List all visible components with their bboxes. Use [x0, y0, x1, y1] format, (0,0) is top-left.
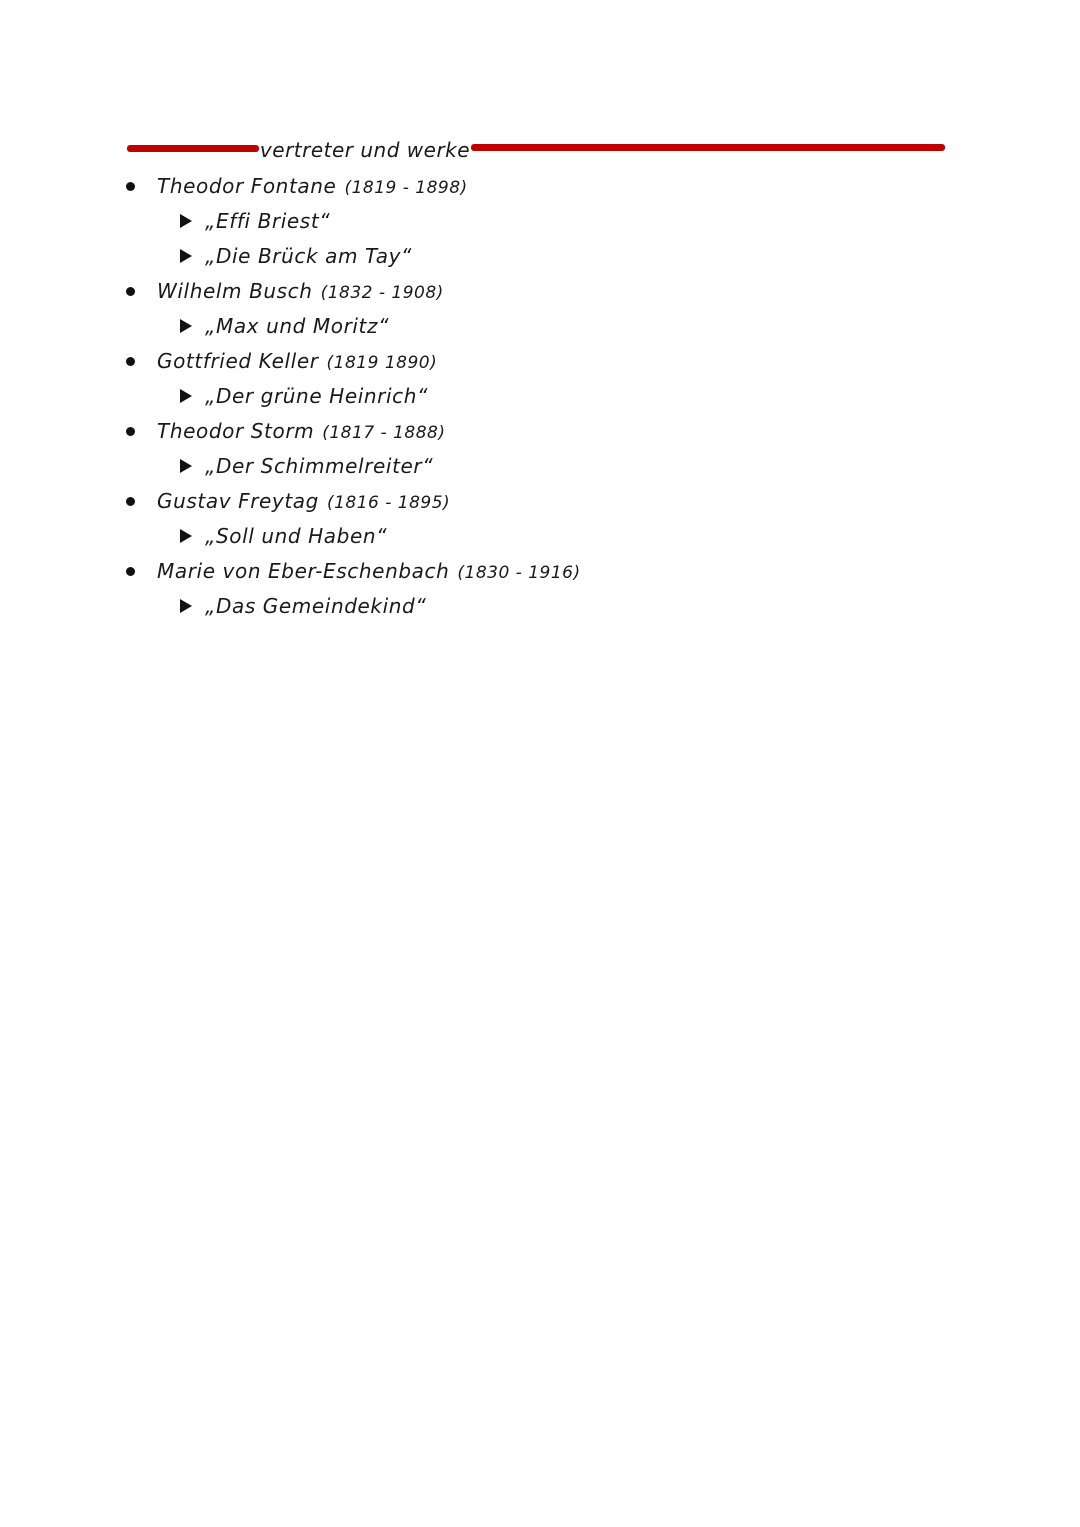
arrow-bullet-icon — [180, 599, 192, 613]
author-item — [126, 485, 926, 520]
author-name: Theodor Storm — [157, 419, 315, 443]
work-item — [126, 590, 926, 625]
work-title: „Das Gemeindekind“ — [205, 594, 427, 618]
bullet-icon — [126, 497, 135, 506]
work-title: „Max und Moritz“ — [205, 314, 390, 338]
author-name: Marie von Eber-Eschenbach — [157, 559, 450, 583]
work-item — [126, 240, 926, 275]
heading-rule-right — [471, 144, 945, 151]
author-years: (1819 1890) — [326, 353, 438, 373]
author-years: (1830 - 1916) — [457, 563, 581, 583]
author-item — [126, 415, 926, 450]
author-item — [126, 345, 926, 380]
work-item — [126, 205, 926, 240]
work-title: „Soll und Haben“ — [205, 524, 388, 548]
bullet-icon — [126, 567, 135, 576]
bullet-icon — [126, 287, 135, 296]
section-heading — [127, 136, 945, 164]
bullet-icon — [126, 182, 135, 191]
work-item — [126, 380, 926, 415]
bullet-icon — [126, 427, 135, 436]
bullet-icon — [126, 357, 135, 366]
author-name-line — [157, 170, 468, 205]
author-item — [126, 170, 926, 205]
arrow-bullet-icon — [180, 529, 192, 543]
arrow-bullet-icon — [180, 319, 192, 333]
work-item — [126, 310, 926, 345]
arrow-bullet-icon — [180, 389, 192, 403]
work-title: „Der grüne Heinrich“ — [205, 384, 428, 408]
author-list — [126, 170, 926, 625]
author-name: Gustav Freytag — [157, 489, 319, 513]
author-name: Wilhelm Busch — [157, 279, 313, 303]
author-name-line — [157, 555, 581, 590]
author-name-line — [157, 415, 445, 450]
author-item — [126, 275, 926, 310]
author-name-line — [157, 485, 450, 520]
work-item — [126, 520, 926, 555]
author-years: (1819 - 1898) — [344, 178, 468, 198]
arrow-bullet-icon — [180, 214, 192, 228]
author-item — [126, 555, 926, 590]
author-name-line — [157, 275, 444, 310]
work-title: „Der Schimmelreiter“ — [205, 454, 434, 478]
author-name: Gottfried Keller — [157, 349, 319, 373]
author-name: Theodor Fontane — [157, 174, 337, 198]
work-item — [126, 450, 926, 485]
heading-title: vertreter und werke — [259, 138, 471, 162]
arrow-bullet-icon — [180, 249, 192, 263]
author-years: (1817 - 1888) — [322, 423, 446, 443]
heading-rule-left — [127, 145, 259, 152]
work-title: „Die Brück am Tay“ — [205, 244, 413, 268]
arrow-bullet-icon — [180, 459, 192, 473]
author-years: (1832 - 1908) — [320, 283, 444, 303]
author-years: (1816 - 1895) — [326, 493, 451, 513]
author-name-line — [157, 345, 437, 380]
work-title: „Effi Briest“ — [205, 209, 331, 233]
